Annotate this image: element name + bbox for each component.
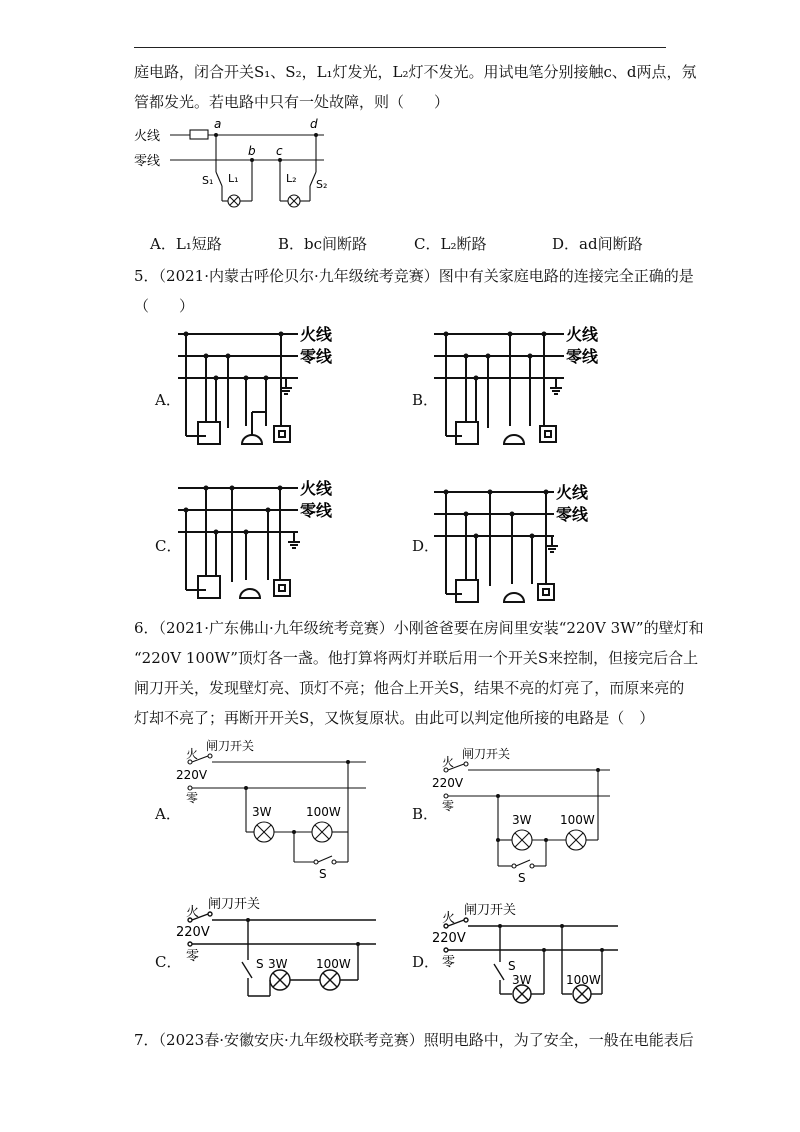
svg-text:d: d	[310, 117, 318, 131]
q5-text-line1: 5．（2021·内蒙古呼伦贝尔·九年级统考竞赛）图中有关家庭电路的连接完全正确的是	[134, 267, 694, 285]
svg-text:闸刀开关: 闸刀开关	[462, 747, 511, 761]
svg-text:零: 零	[186, 791, 199, 805]
svg-text:a: a	[214, 117, 222, 131]
q5-option-d[interactable]: D．	[412, 537, 440, 555]
svg-text:火: 火	[442, 755, 455, 769]
q6-text-line1: 6．（2021·广东佛山·九年级统考竞赛）小刚爸爸要在房间里安装“220V 3W”的壁灯和	[134, 619, 704, 637]
svg-text:闸刀开关: 闸刀开关	[206, 739, 255, 753]
svg-text:3W: 3W	[268, 957, 288, 971]
q6-option-a[interactable]: A．	[155, 805, 181, 823]
svg-text:b: b	[248, 144, 256, 158]
q5c-zero-label: 零线	[300, 501, 333, 520]
svg-text:火: 火	[186, 905, 200, 920]
header-rule	[134, 47, 666, 48]
q5a-zero-label: 零线	[300, 347, 333, 366]
q6-option-c[interactable]: C．	[155, 953, 182, 971]
q4-circuit-diagram	[134, 116, 354, 216]
q5-diagram-d	[432, 484, 612, 610]
svg-text:S: S	[256, 957, 264, 971]
svg-text:3W: 3W	[252, 805, 272, 819]
svg-text:220V: 220V	[432, 931, 466, 946]
svg-text:100W: 100W	[306, 805, 341, 819]
svg-text:L₂: L₂	[286, 172, 297, 185]
q5a-fire-label: 火线	[300, 325, 333, 344]
q4-text-line1: 庭电路，闭合开关S₁、S₂，L₁灯发光，L₂灯不发光。用试电笔分别接触c、d两点，氖	[134, 63, 697, 81]
q7-text-line1: 7．（2023春·安徽安庆·九年级校联考竞赛）照明电路中，为了安全，一般在电能表后	[134, 1031, 694, 1049]
q4-fire-label: 火线	[134, 129, 161, 144]
q6-diagram-c	[176, 894, 376, 1014]
svg-text:闸刀开关: 闸刀开关	[208, 897, 261, 912]
q5-option-b[interactable]: B．	[412, 391, 439, 409]
q6-diagram-a	[176, 736, 376, 886]
q6-text-line3: 闸刀开关，发现壁灯亮、顶灯不亮；他合上开关S，结果不亮的灯亮了，而原来亮的	[134, 679, 685, 697]
svg-text:S: S	[518, 871, 526, 885]
svg-text:220V: 220V	[176, 925, 210, 940]
q5d-fire-label: 火线	[556, 483, 589, 502]
svg-text:S₂: S₂	[316, 178, 328, 191]
q4-text-line2: 管都发光。若电路中只有一处故障，则（ ）	[134, 93, 450, 111]
svg-text:S: S	[319, 867, 327, 881]
svg-text:S₁: S₁	[202, 174, 214, 187]
svg-text:闸刀开关: 闸刀开关	[464, 903, 517, 918]
q6-diagram-d	[432, 900, 632, 1020]
svg-text:零: 零	[186, 949, 200, 964]
svg-text:3W: 3W	[512, 973, 532, 987]
q5-diagram-c	[176, 480, 356, 606]
q6-text-line4: 灯却不亮了；再断开开关S，又恢复原状。由此可以判定他所接的电路是（ ）	[134, 709, 655, 727]
svg-text:c: c	[276, 144, 283, 158]
q6-text-line2: “220V 100W”顶灯各一盏。他打算将两灯并联后用一个开关S来控制，但接完后合上	[134, 649, 699, 667]
q5b-zero-label: 零线	[566, 347, 599, 366]
q5b-fire-label: 火线	[566, 325, 599, 344]
q6-option-d[interactable]: D．	[412, 953, 440, 971]
q5-option-a[interactable]: A．	[155, 391, 181, 409]
svg-text:零: 零	[442, 955, 456, 970]
q5d-zero-label: 零线	[556, 505, 589, 524]
q4-option-a[interactable]: A．L₁短路	[150, 235, 222, 253]
q6-option-b[interactable]: B．	[412, 805, 439, 823]
q5-text-line2: （ ）	[134, 297, 195, 315]
svg-text:220V: 220V	[432, 776, 464, 790]
svg-text:220V: 220V	[176, 768, 208, 782]
q4-option-d[interactable]: D．ad间断路	[552, 235, 643, 253]
svg-text:100W: 100W	[566, 973, 601, 987]
q4-option-c[interactable]: C．L₂断路	[414, 235, 487, 253]
q4-option-b[interactable]: B．bc间断路	[278, 235, 368, 253]
svg-text:100W: 100W	[560, 813, 595, 827]
q5c-fire-label: 火线	[300, 479, 333, 498]
svg-text:L₁: L₁	[228, 172, 239, 185]
q6-diagram-b	[432, 744, 632, 894]
svg-text:3W: 3W	[512, 813, 532, 827]
svg-text:S: S	[508, 959, 516, 973]
q5-option-c[interactable]: C．	[155, 537, 182, 555]
q5-diagram-a	[176, 326, 356, 452]
q5-diagram-b	[432, 326, 612, 452]
svg-text:零: 零	[442, 799, 455, 813]
q4-zero-label: 零线	[134, 154, 161, 169]
svg-text:100W: 100W	[316, 957, 351, 971]
svg-text:火: 火	[442, 911, 456, 926]
svg-text:火: 火	[186, 747, 199, 761]
